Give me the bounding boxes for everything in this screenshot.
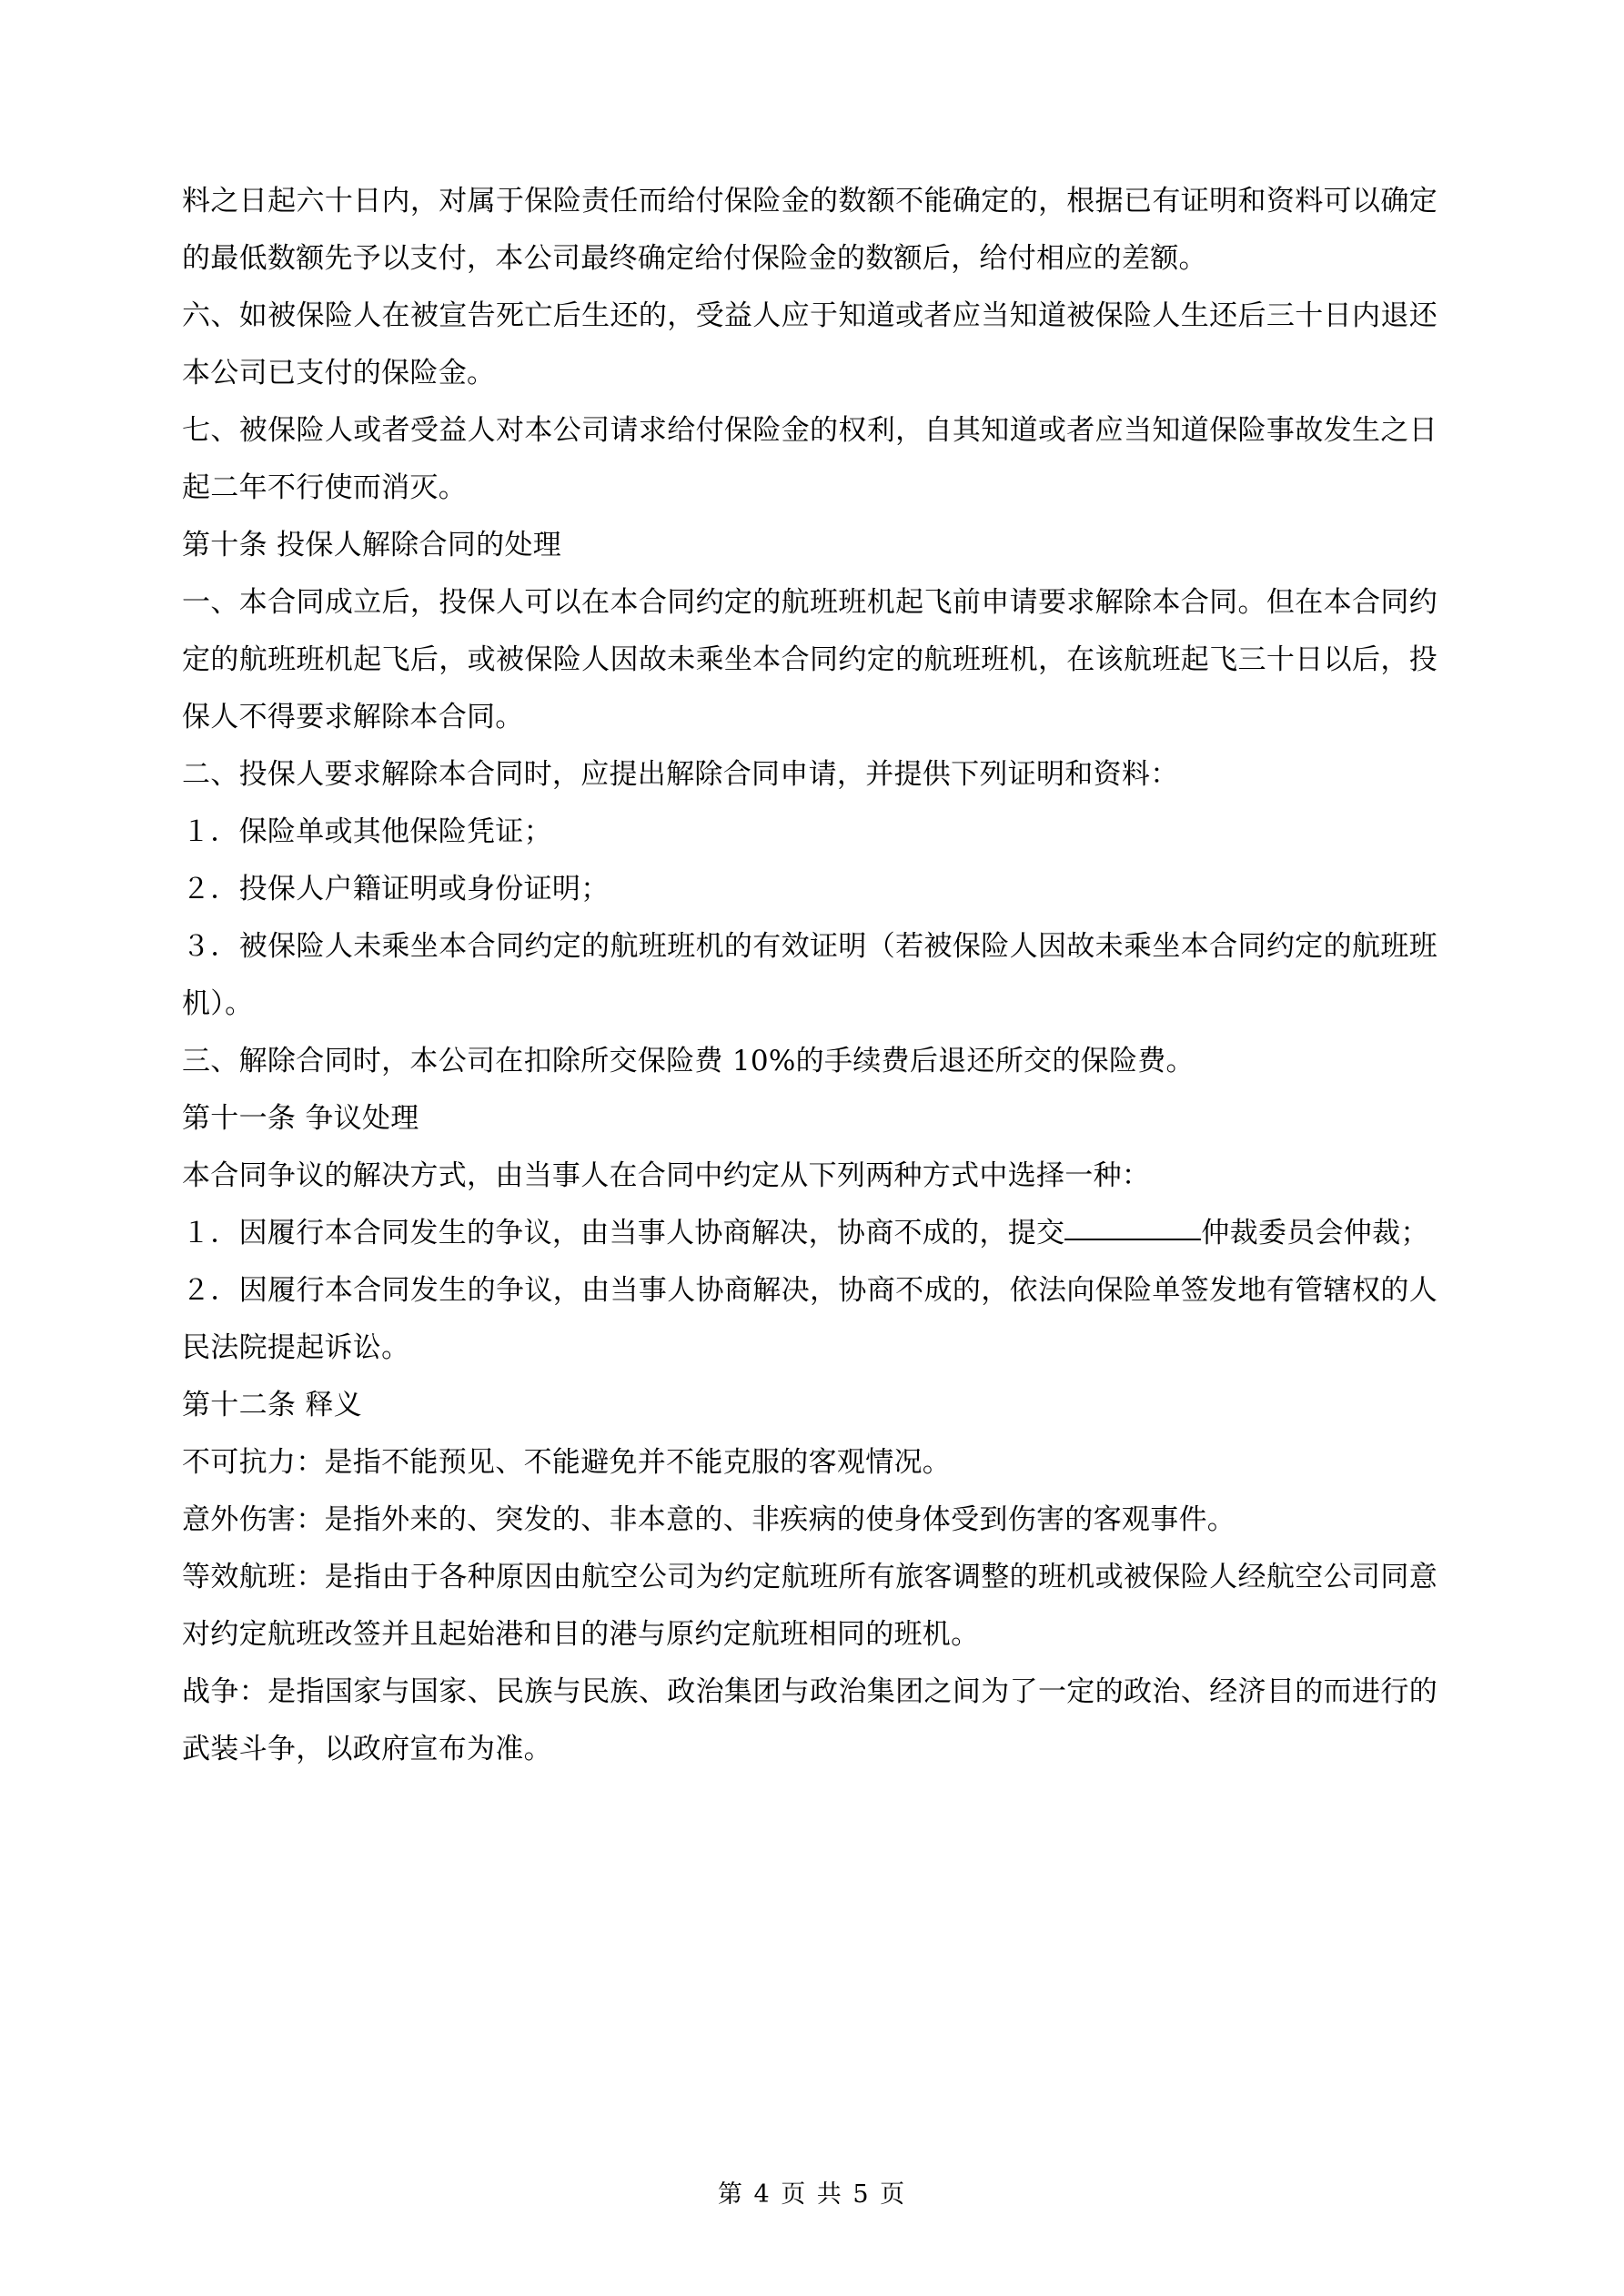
- paragraph-clause-seven: 七、被保险人或者受益人对本公司请求给付保险金的权利，自其知道或者应当知道保险事故发生之日起二年不行使而消灭。: [182, 414, 1437, 504]
- paragraph-arbitration-option: [182, 1205, 1437, 1262]
- definition-war: 战争：是指国家与国家、民族与民族、政治集团与政治集团之间为了一定的政治、经济目的而进行的武装斗争，以政府宣布为准。: [182, 1675, 1437, 1765]
- arbitration-text-after: 仲裁委员会仲裁；: [1201, 1217, 1429, 1249]
- arbitration-blank-field[interactable]: [1064, 1239, 1201, 1240]
- paragraph-article-ten-item-three: 三、解除合同时，本公司在扣除所交保险费 10%的手续费后退还所交的保险费。: [182, 1045, 1195, 1077]
- paragraph-litigation-option: ２．因履行本合同发生的争议，由当事人协商解决，协商不成的，依法向保险单签发地有管辖权的人民法院提起诉讼。: [182, 1274, 1437, 1364]
- definition-force-majeure: 不可抗力：是指不能预见、不能避免并不能克服的客观情况。: [182, 1446, 952, 1479]
- definition-equivalent-flight: 等效航班：是指由于各种原因由航空公司为约定航班所有旅客调整的班机或被保险人经航空公司同意对约定航班改签并且起始港和目的港与原约定航班相同的班机。: [182, 1561, 1437, 1651]
- paragraph-clause-six: 六、如被保险人在被宣告死亡后生还的，受益人应于知道或者应当知道被保险人生还后三十日内退还本公司已支付的保险金。: [182, 299, 1437, 389]
- paragraph-continuation: 料之日起六十日内，对属于保险责任而给付保险金的数额不能确定的，根据已有证明和资料可以确定的最低数额先予以支付，本公司最终确定给付保险金的数额后，给付相应的差额。: [182, 185, 1437, 275]
- heading-article-twelve: 第十二条 释义: [182, 1389, 362, 1421]
- arbitration-text-before: １．因履行本合同发生的争议，由当事人协商解决，协商不成的，提交: [182, 1217, 1065, 1249]
- definition-accidental-injury: 意外伤害：是指外来的、突发的、非本意的、非疾病的使身体受到伤害的客观事件。: [182, 1503, 1236, 1536]
- document-body: [182, 173, 1437, 1778]
- paragraph-article-ten-item-two: 二、投保人要求解除本合同时，应提出解除合同申请，并提供下列证明和资料：: [182, 758, 1179, 791]
- paragraph-dispute-intro: 本合同争议的解决方式，由当事人在合同中约定从下列两种方式中选择一种：: [182, 1159, 1151, 1192]
- heading-article-eleven: 第十一条 争议处理: [182, 1102, 419, 1135]
- list-item-policy-certificate: １．保险单或其他保险凭证；: [182, 815, 552, 848]
- list-item-non-boarding-proof: ３．被保险人未乘坐本合同约定的航班班机的有效证明（若被保险人因故未乘坐本合同约定的航班班机）。: [182, 930, 1437, 1020]
- heading-article-ten: 第十条 投保人解除合同的处理: [182, 529, 562, 561]
- page-footer: 第 4 页 共 5 页: [717, 2180, 907, 2209]
- paragraph-article-ten-item-one: 一、本合同成立后，投保人可以在本合同约定的航班班机起飞前申请要求解除本合同。但在本合同约定的航班班机起飞后，或被保险人因故未乘坐本合同约定的航班班机，在该航班起飞三十日以后，投保人不得要求解除本合同。: [182, 586, 1437, 733]
- list-item-identity-proof: ２．投保人户籍证明或身份证明；: [182, 873, 610, 905]
